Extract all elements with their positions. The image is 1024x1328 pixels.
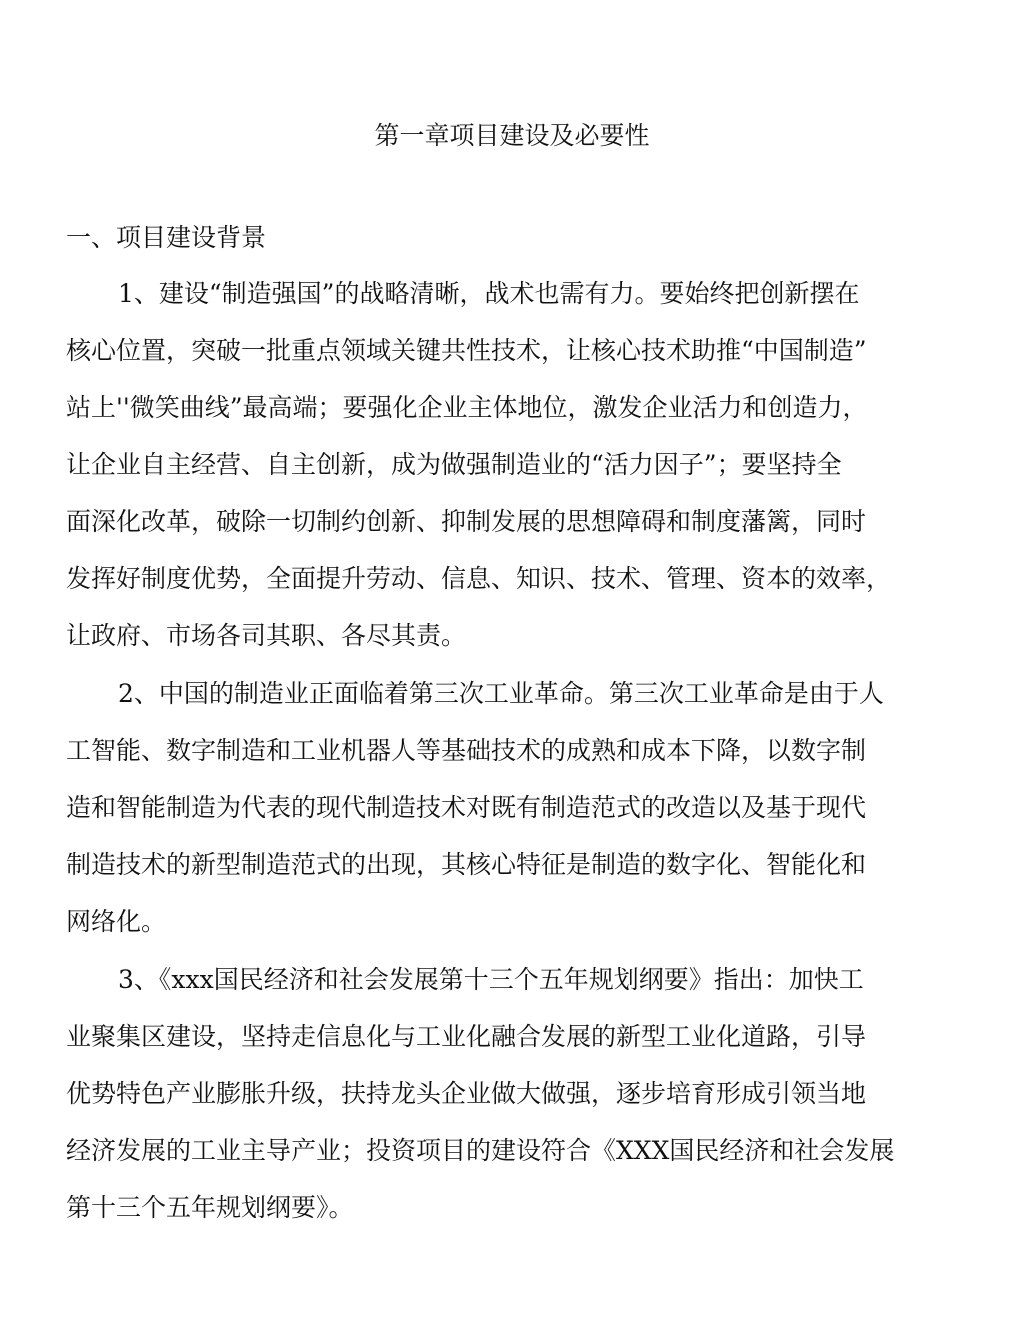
paragraph-1-line-1: 1、建设“制造强国”的战略清晰，战术也需有力。要始终把创新摆在 [118, 279, 860, 308]
paragraph-2-line-4: 制造技术的新型制造范式的出现，其核心特征是制造的数字化、智能化和 [66, 850, 867, 879]
paragraph-3-line-3: 优势特色产业膨胀升级，扶持龙头企业做大做强，逐步培育形成引领当地 [66, 1079, 867, 1108]
section-heading: 一、项目建设背景 [66, 223, 267, 252]
paragraph-3-line-2: 业聚集区建设，坚持走信息化与工业化融合发展的新型工业化道路，引导 [66, 1022, 867, 1051]
chapter-title: 第一章项目建设及必要性 [374, 121, 650, 150]
paragraph-1-line-7: 让政府、市场各司其职、各尽其责。 [66, 621, 467, 650]
paragraph-2-line-2: 工智能、数字制造和工业机器人等基础技术的成熟和成本下降，以数字制 [66, 736, 867, 765]
paragraph-1-line-5: 面深化改革，破除一切制约创新、抑制发展的思想障碍和制度藩篱，同时 [66, 507, 867, 536]
paragraph-2-line-3: 造和智能制造为代表的现代制造技术对既有制造范式的改造以及基于现代 [66, 793, 867, 822]
paragraph-1-line-3: 站上''微笑曲线”最高端；要强化企业主体地位，激发企业活力和创造力， [66, 393, 868, 422]
paragraph-3-line-4: 经济发展的工业主导产业；投资项目的建设符合《XXX国民经济和社会发展 [66, 1136, 895, 1165]
paragraph-3-line-5: 第十三个五年规划纲要》。 [66, 1193, 354, 1222]
paragraph-2-line-1: 2、中国的制造业正面临着第三次工业革命。第三次工业革命是由于人 [118, 679, 884, 708]
paragraph-3-line-1: 3、《xxx国民经济和社会发展第十三个五年规划纲要》指出：加快工 [118, 965, 864, 994]
paragraph-1-line-4: 让企业自主经营、自主创新，成为做强制造业的“活力因子”；要坚持全 [66, 450, 842, 479]
paragraph-1-line-2: 核心位置，突破一批重点领域关键共性技术，让核心技术助推“中国制造” [66, 336, 867, 365]
paragraph-1-line-6: 发挥好制度优势，全面提升劳动、信息、知识、技术、管理、资本的效率， [66, 564, 892, 593]
paragraph-2-line-5: 网络化。 [66, 907, 167, 936]
